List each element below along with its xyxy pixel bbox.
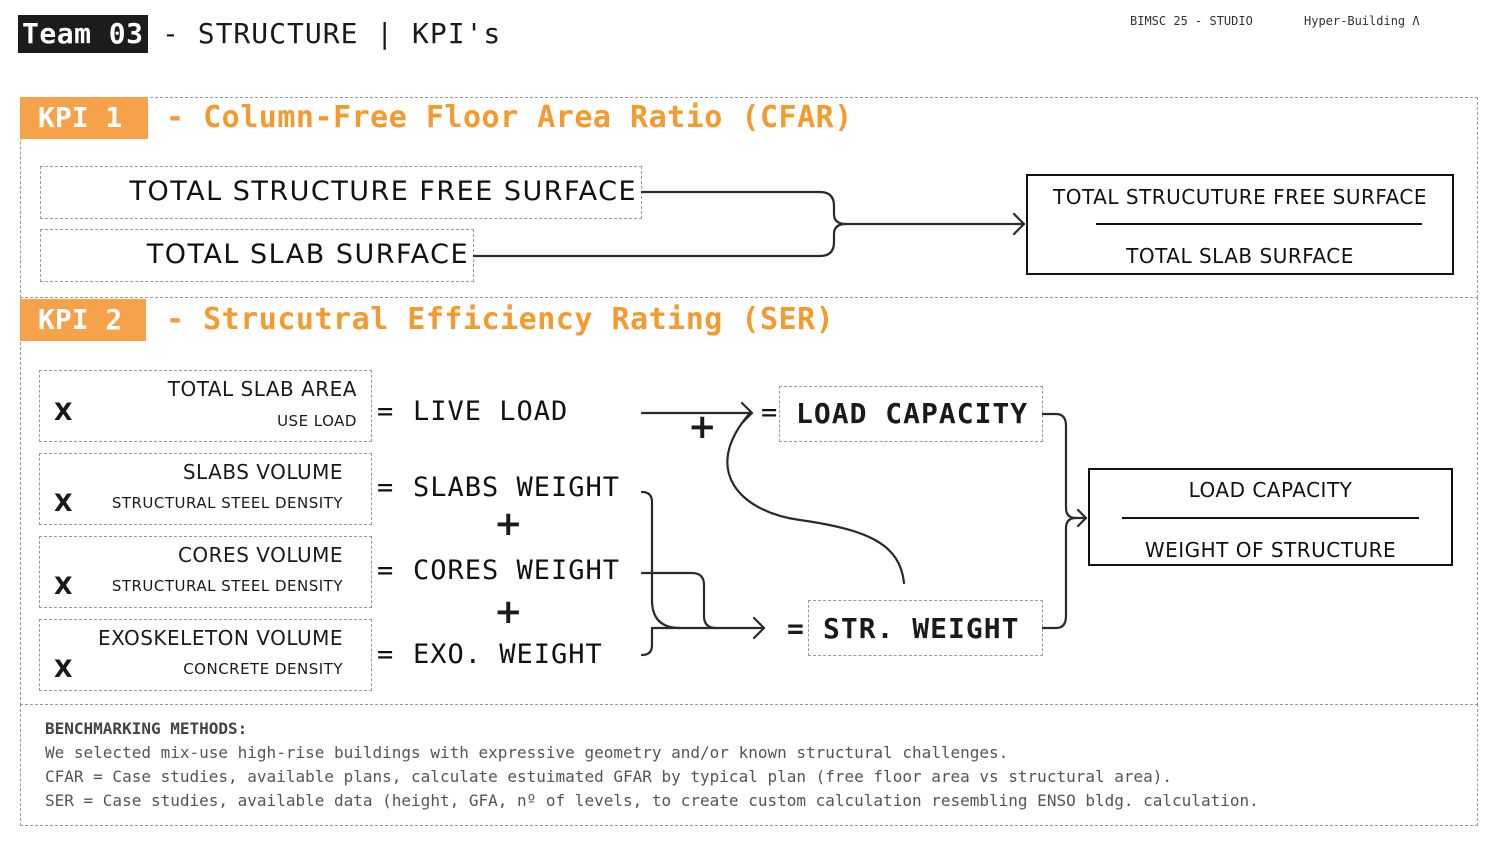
course-label: BIMSC 25 - STUDIO [1130, 14, 1253, 28]
kpi1-bottom-connector [474, 224, 846, 256]
multiply-mark: X [54, 398, 73, 426]
cfar-denominator: TOTAL SLAB SURFACE [1126, 244, 1354, 268]
str-weight-label: STR. WEIGHT [823, 612, 1020, 645]
equals-sign: = [377, 472, 395, 503]
exoskeleton-volume-label: EXOSKELETON VOLUME [97, 626, 343, 650]
kpi2-badge: KPI 2 [20, 299, 146, 341]
exo-weight-result: EXO. WEIGHT [413, 639, 603, 670]
equals-sign: = [787, 612, 805, 645]
ser-denominator: WEIGHT OF STRUCTURE [1144, 538, 1397, 562]
benchmarking-heading: BENCHMARKING METHODS: [45, 719, 248, 738]
project-label: Hyper-Building Λ [1304, 14, 1420, 28]
structural-steel-density-label: STRUCTURAL STEEL DENSITY [111, 494, 343, 512]
team-badge: Team 03 [18, 15, 148, 53]
slabs-volume-label: SLABS VOLUME [182, 460, 343, 484]
structural-steel-density-label: STRUCTURAL STEEL DENSITY [111, 577, 343, 595]
benchmarking-line-3: SER = Case studies, available data (height, GFA, nº of levels, to create custom calculation resembling ENSO bldg. calculation. [45, 791, 1259, 810]
str-weight-curve [727, 413, 904, 583]
ser-numerator: LOAD CAPACITY [1188, 478, 1353, 502]
use-load-label: USE LOAD [277, 412, 357, 430]
load-capacity-label: LOAD CAPACITY [796, 397, 1029, 430]
plus-sign: + [494, 504, 523, 544]
kpi1-badge: KPI 1 [20, 97, 148, 139]
page-title: - STRUCTURE | KPI's [162, 17, 502, 50]
equals-sign: = [761, 397, 779, 428]
live-load-result: LIVE LOAD [413, 396, 569, 427]
multiply-mark: X [54, 572, 73, 600]
equals-sign: = [377, 396, 395, 427]
plus-sign: + [688, 407, 717, 447]
kpi1-top-connector [642, 192, 846, 224]
str-weight-connector [1043, 518, 1076, 628]
kpi1-title: - Column-Free Floor Area Ratio (CFAR) [166, 100, 853, 135]
slabs-weight-result: SLABS WEIGHT [413, 472, 621, 503]
total-slab-area-label: TOTAL SLAB AREA [167, 377, 357, 401]
cores-volume-label: CORES VOLUME [177, 543, 343, 567]
kpi2-title: - Strucutral Efficiency Rating (SER) [166, 302, 835, 337]
total-slab-surface-label: TOTAL SLAB SURFACE [146, 239, 469, 270]
benchmarking-line-2: CFAR = Case studies, available plans, calculate estuimated GFAR by typical plan (free floor area vs structural area). [45, 767, 1173, 786]
plus-sign: + [494, 592, 523, 632]
total-structure-free-surface-label: TOTAL STRUCTURE FREE SURFACE [129, 176, 637, 207]
multiply-mark: X [54, 655, 73, 683]
slabs-weight-connector [642, 492, 680, 628]
exo-weight-connector [642, 628, 652, 655]
equals-sign: = [377, 639, 395, 670]
benchmarking-line-1: We selected mix-use high-rise buildings with expressive geometry and/or known structural challenges. [45, 743, 1009, 762]
equals-sign: = [377, 555, 395, 586]
load-capacity-connector [1043, 414, 1076, 518]
cores-weight-result: CORES WEIGHT [413, 555, 621, 586]
multiply-mark: X [54, 489, 73, 517]
concrete-density-label: CONCRETE DENSITY [183, 660, 343, 678]
cfar-numerator: TOTAL STRUCUTURE FREE SURFACE [1053, 185, 1427, 209]
